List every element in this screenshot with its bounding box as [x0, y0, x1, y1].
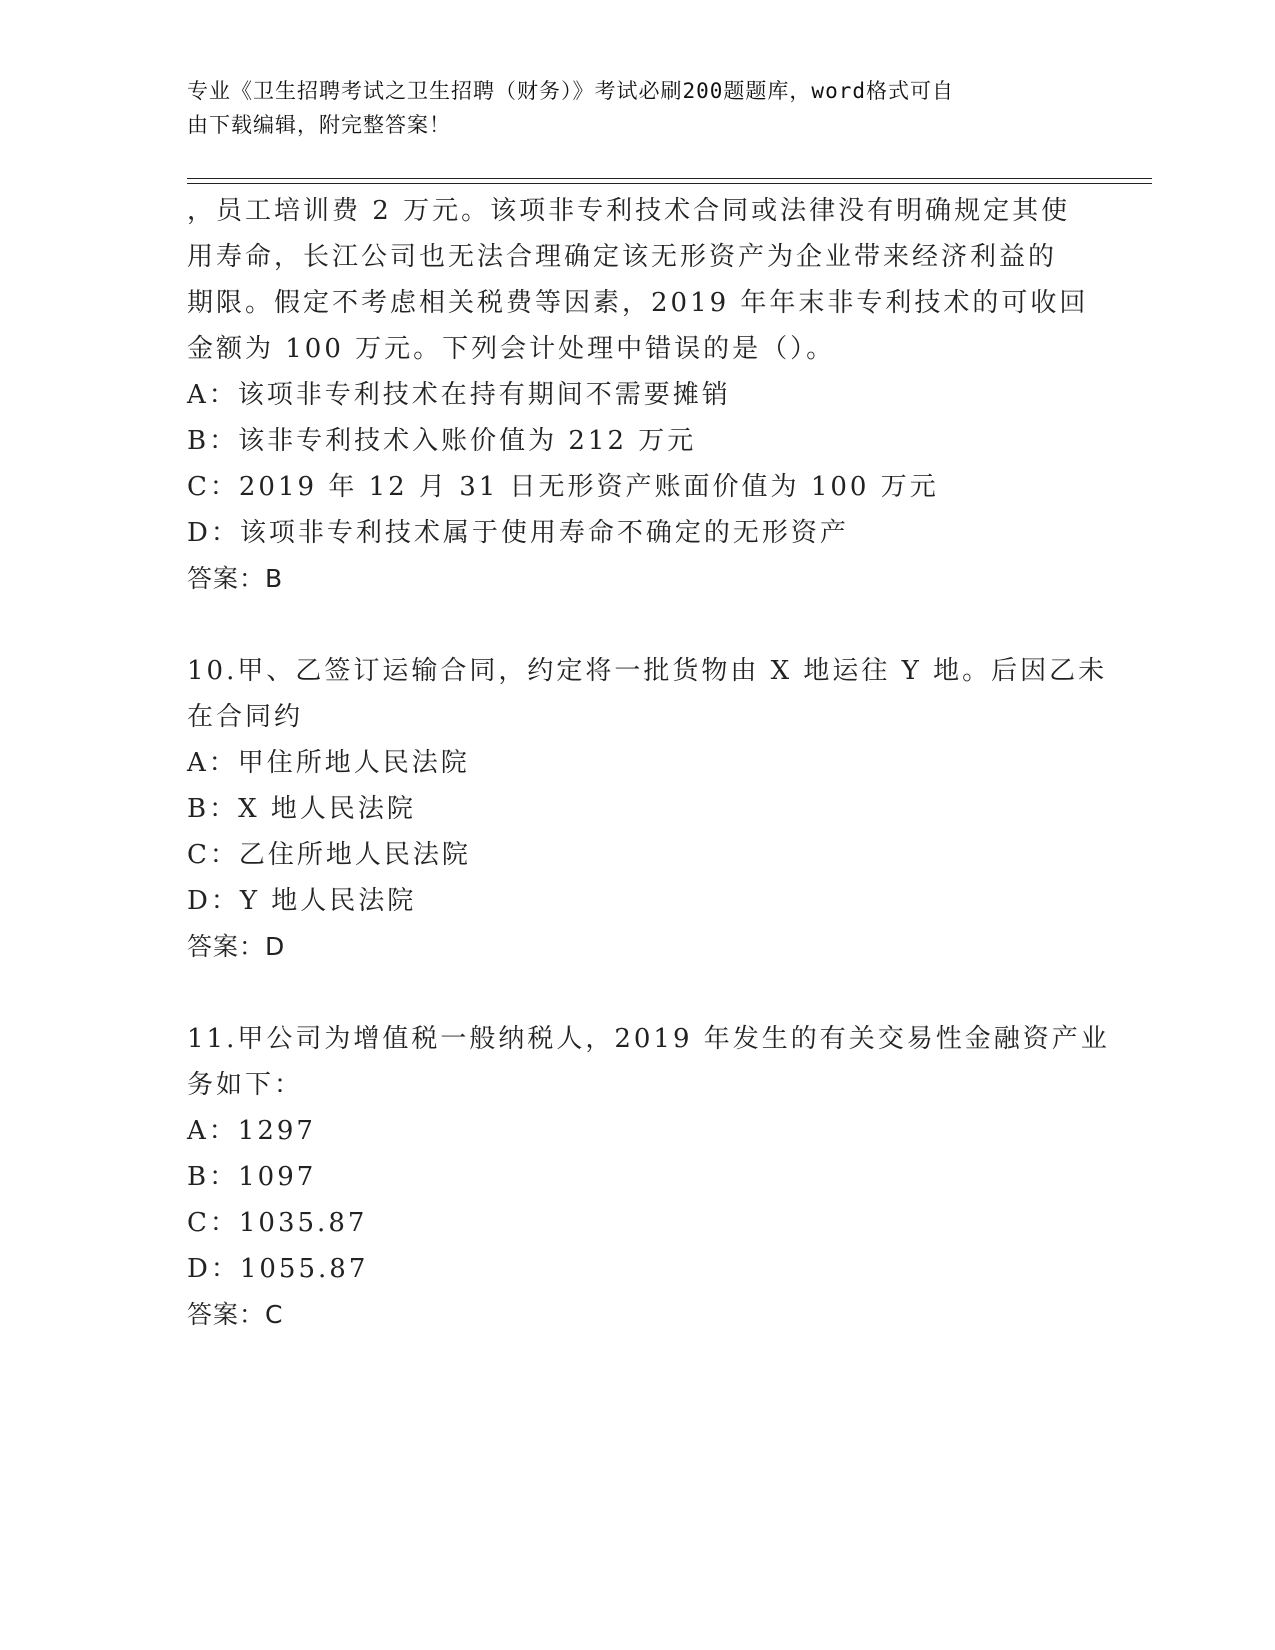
question-text-line: 期限。假定不考虑相关税费等因素，2019 年年末非专利技术的可收回	[187, 288, 1089, 318]
option-d: D：Y 地人民法院	[187, 886, 417, 916]
question-text-line: 11.甲公司为增值税一般纳税人，2019 年发生的有关交易性金融资产业	[187, 1024, 1110, 1054]
question-text-line: 10.甲、乙签订运输合同，约定将一批货物由 X 地运往 Y 地。后因乙未	[187, 656, 1108, 686]
question-text-line: 在合同约	[187, 702, 304, 732]
answer-label: 答案：C	[187, 1300, 284, 1329]
option-b: B：1097	[187, 1162, 317, 1192]
option-a: A：1297	[187, 1116, 316, 1146]
header-line-2: 由下载编辑，附完整答案！	[187, 113, 451, 137]
option-c: C：2019 年 12 月 31 日无形资产账面价值为 100 万元	[187, 472, 939, 502]
option-c: C：乙住所地人民法院	[187, 840, 471, 870]
option-b: B：X 地人民法院	[187, 794, 416, 824]
question-text-line: 用寿命，长江公司也无法合理确定该无形资产为企业带来经济利益的	[187, 242, 1058, 272]
question-9-block	[187, 188, 1087, 602]
answer-label: 答案：B	[187, 564, 284, 593]
question-content	[187, 188, 1110, 1338]
spacer	[187, 602, 1087, 648]
header-divider-bottom	[187, 183, 1152, 184]
header-divider-top	[187, 178, 1152, 179]
question-text-line: 金额为 100 万元。下列会计处理中错误的是（）。	[187, 334, 836, 364]
option-a: A：该项非专利技术在持有期间不需要摊销	[187, 380, 731, 410]
header-line-1: 专业《卫生招聘考试之卫生招聘（财务）》考试必刷200题题库，word格式可自	[187, 79, 954, 103]
option-b: B：该非专利技术入账价值为 212 万元	[187, 426, 697, 456]
question-11-block	[187, 1016, 1110, 1338]
spacer	[187, 970, 1087, 1016]
option-d: D：该项非专利技术属于使用寿命不确定的无形资产	[187, 518, 849, 548]
question-10-block	[187, 648, 1108, 970]
option-d: D：1055.87	[187, 1254, 369, 1284]
answer-label: 答案：D	[187, 932, 286, 961]
question-text-line: 务如下：	[187, 1070, 304, 1100]
option-a: A：甲住所地人民法院	[187, 748, 470, 778]
question-text-line: ，员工培训费 2 万元。该项非专利技术合同或法律没有明确规定其使	[187, 196, 1071, 226]
option-c: C：1035.87	[187, 1208, 368, 1238]
document-header	[187, 74, 1067, 142]
